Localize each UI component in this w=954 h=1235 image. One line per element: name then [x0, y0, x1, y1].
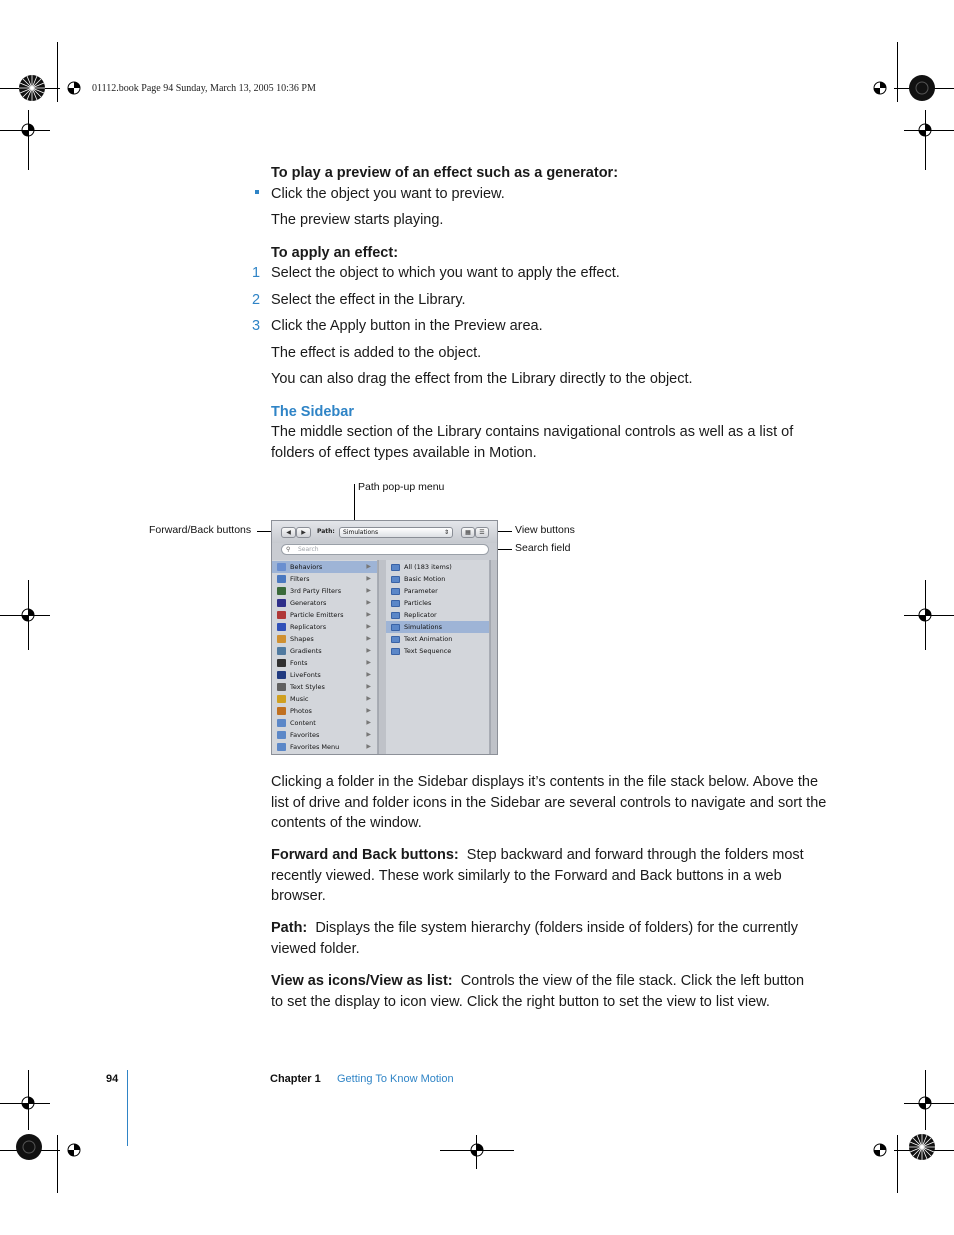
crosshair-icon [17, 1092, 39, 1114]
registration-target-icon [14, 1132, 44, 1162]
path-label: Path: [317, 528, 335, 535]
sidebar-category-item[interactable] [272, 597, 377, 609]
category-icon [277, 659, 286, 667]
definition-view [271, 971, 816, 1012]
disclosure-arrow-icon: ▶ [366, 671, 371, 678]
sidebar-category-list [272, 560, 378, 754]
folder-label: Parameter [404, 587, 438, 595]
folder-icon [391, 648, 400, 655]
sidebar-category-item[interactable] [272, 573, 377, 585]
sidebar-category-item[interactable] [272, 705, 377, 717]
sidebar-folder-item[interactable] [386, 585, 489, 597]
sidebar-category-item[interactable] [272, 561, 377, 573]
folder-label: Text Animation [404, 635, 453, 643]
definition-term: View as icons/View as list: [271, 973, 453, 989]
disclosure-arrow-icon: ▶ [366, 743, 371, 750]
category-label: Behaviors [290, 563, 323, 571]
disclosure-arrow-icon: ▶ [366, 563, 371, 570]
category-icon [277, 683, 286, 691]
view-as-icons-button[interactable]: ▦ [461, 527, 475, 538]
sidebar-category-item[interactable] [272, 669, 377, 681]
chapter-title: Getting To Know Motion [337, 1073, 454, 1085]
crosshair-icon [914, 604, 936, 626]
category-label: LiveFonts [290, 671, 321, 679]
category-label: Favorites Menu [290, 743, 340, 751]
sidebar-folder-item[interactable] [386, 645, 489, 657]
definition-desc: Step backward and forward through the folders most recently viewed. These work similarly to the Forward and Back buttons in a web browser. [271, 847, 804, 904]
folder-label: Particles [404, 599, 432, 607]
sidebar-category-item[interactable] [272, 729, 377, 741]
disclosure-arrow-icon: ▶ [366, 707, 371, 714]
category-label: Text Styles [290, 683, 325, 691]
footer-rule [127, 1070, 128, 1146]
step-text: Click the Apply button in the Preview area. [271, 318, 543, 334]
crosshair-icon [869, 77, 891, 99]
path-popup-menu[interactable] [339, 527, 453, 538]
crosshair-icon [17, 604, 39, 626]
disclosure-arrow-icon: ▶ [366, 647, 371, 654]
sidebar-category-item[interactable] [272, 645, 377, 657]
step-number: 1 [252, 265, 261, 281]
view-as-list-button[interactable]: ☰ [475, 527, 489, 538]
sidebar-folder-item[interactable] [386, 609, 489, 621]
sidebar-category-item[interactable] [272, 717, 377, 729]
apply-heading: To apply an effect: [271, 245, 399, 261]
forward-button[interactable]: ▶ [296, 527, 311, 538]
category-label: Fonts [290, 659, 308, 667]
step-number: 2 [252, 292, 261, 308]
callout-view-buttons: View buttons [515, 524, 575, 536]
crosshair-icon [466, 1139, 488, 1161]
sidebar-category-item[interactable] [272, 585, 377, 597]
sidebar-category-item[interactable] [272, 741, 377, 753]
registration-target-icon [907, 1132, 937, 1162]
disclosure-arrow-icon: ▶ [366, 719, 371, 726]
sidebar-folder-list [386, 560, 490, 754]
crosshair-icon [63, 77, 85, 99]
step-text: Select the effect in the Library. [271, 292, 466, 308]
definition-desc: Displays the file system hierarchy (folders inside of folders) for the currently viewed folder. [271, 920, 799, 957]
category-icon [277, 635, 286, 643]
preview-heading: To play a preview of an effect such as a generator: [271, 165, 619, 181]
back-button[interactable]: ◀ [281, 527, 296, 538]
scrollbar[interactable] [490, 560, 498, 754]
category-icon [277, 731, 286, 739]
category-label: 3rd Party Filters [290, 587, 342, 595]
disclosure-arrow-icon: ▶ [366, 575, 371, 582]
sidebar-category-item[interactable] [272, 657, 377, 669]
category-label: Favorites [290, 731, 320, 739]
category-label: Gradients [290, 647, 322, 655]
search-icon: ⚲ [286, 546, 291, 553]
page-number: 94 [106, 1073, 119, 1085]
crosshair-icon [914, 119, 936, 141]
folder-label: Simulations [404, 623, 443, 631]
category-icon [277, 575, 286, 583]
step-number: 3 [252, 318, 261, 334]
folder-icon [391, 588, 400, 595]
crosshair-icon [63, 1139, 85, 1161]
folder-icon [391, 636, 400, 643]
category-label: Music [290, 695, 309, 703]
folder-label: Replicator [404, 611, 437, 619]
category-icon [277, 743, 286, 751]
category-icon [277, 647, 286, 655]
apply-note: You can also drag the effect from the Library directly to the object. [271, 371, 693, 387]
sidebar-folder-item[interactable] [386, 561, 489, 573]
disclosure-arrow-icon: ▶ [366, 683, 371, 690]
definition-term: Forward and Back buttons: [271, 847, 459, 863]
category-icon [277, 599, 286, 607]
definition-term: Path: [271, 920, 308, 936]
registration-target-icon [17, 73, 47, 103]
library-toolbar [272, 521, 497, 543]
category-label: Particle Emitters [290, 611, 344, 619]
category-label: Shapes [290, 635, 314, 643]
sidebar-folder-item[interactable] [386, 621, 489, 633]
search-field[interactable] [281, 544, 489, 555]
callout-forward-back: Forward/Back buttons [149, 524, 252, 536]
path-value: Simulations [343, 529, 379, 536]
scrollbar[interactable] [378, 560, 386, 754]
preview-bullet: Click the object you want to preview. [271, 186, 505, 202]
category-label: Filters [290, 575, 310, 583]
preview-result: The preview starts playing. [271, 212, 444, 228]
sidebar-folder-item[interactable] [386, 633, 489, 645]
folder-label: All (183 items) [404, 563, 452, 571]
apply-result: The effect is added to the object. [271, 345, 482, 361]
sidebar-category-item[interactable] [272, 621, 377, 633]
disclosure-arrow-icon: ▶ [366, 695, 371, 702]
search-placeholder: Search [298, 546, 319, 553]
category-icon [277, 719, 286, 727]
crosshair-icon [869, 1139, 891, 1161]
category-label: Generators [290, 599, 327, 607]
folder-icon [391, 624, 400, 631]
category-icon [277, 695, 286, 703]
section-heading: The Sidebar [271, 404, 354, 420]
callout-path-popup: Path pop-up menu [358, 481, 445, 493]
disclosure-arrow-icon: ▶ [366, 635, 371, 642]
folder-label: Text Sequence [404, 647, 452, 655]
definition-forward-back [271, 845, 806, 907]
sidebar-category-item[interactable] [272, 633, 377, 645]
sidebar-description: Clicking a folder in the Sidebar displays it’s contents in the file stack below. Above the list of drive and folder icons in the Sidebar are several controls to navigate and sort the contents of the window. [271, 774, 827, 831]
category-icon [277, 611, 286, 619]
folder-icon [391, 576, 400, 583]
definition-desc: Controls the view of the file stack. Click the left button to set the display to icon view. Click the right button to set the view to list view. [271, 973, 805, 1010]
category-icon [277, 707, 286, 715]
folder-icon [391, 612, 400, 619]
disclosure-arrow-icon: ▶ [366, 599, 371, 606]
step-text: Select the object to which you want to apply the effect. [271, 265, 620, 281]
popup-arrows-icon: ⇕ [443, 529, 449, 536]
category-icon [277, 671, 286, 679]
sidebar-category-item[interactable] [272, 693, 377, 705]
definition-path [271, 918, 806, 959]
category-label: Replicators [290, 623, 327, 631]
print-stamp: 01112.book Page 94 Sunday, March 13, 2005 10:36 PM [92, 83, 316, 94]
disclosure-arrow-icon: ▶ [366, 623, 371, 630]
sidebar-folder-item[interactable] [386, 573, 489, 585]
sidebar-intro: The middle section of the Library contains navigational controls as well as a list of folders of effect types available in Motion. [271, 424, 794, 461]
folder-icon [391, 564, 400, 571]
crosshair-icon [914, 1092, 936, 1114]
disclosure-arrow-icon: ▶ [366, 587, 371, 594]
folder-label: Basic Motion [404, 575, 446, 583]
category-icon [277, 587, 286, 595]
registration-target-icon [907, 73, 937, 103]
crosshair-icon [17, 119, 39, 141]
category-label: Photos [290, 707, 312, 715]
folder-icon [391, 600, 400, 607]
disclosure-arrow-icon: ▶ [366, 659, 371, 666]
sidebar-folder-item[interactable] [386, 597, 489, 609]
sidebar-category-item[interactable] [272, 609, 377, 621]
disclosure-arrow-icon: ▶ [366, 611, 371, 618]
library-sidebar-screenshot [271, 520, 498, 755]
callout-search-field: Search field [515, 542, 571, 554]
category-icon [277, 623, 286, 631]
disclosure-arrow-icon: ▶ [366, 731, 371, 738]
category-icon [277, 563, 286, 571]
chapter-label: Chapter 1 [270, 1073, 321, 1085]
bullet-icon [255, 190, 259, 194]
sidebar-category-item[interactable] [272, 681, 377, 693]
category-label: Content [290, 719, 316, 727]
